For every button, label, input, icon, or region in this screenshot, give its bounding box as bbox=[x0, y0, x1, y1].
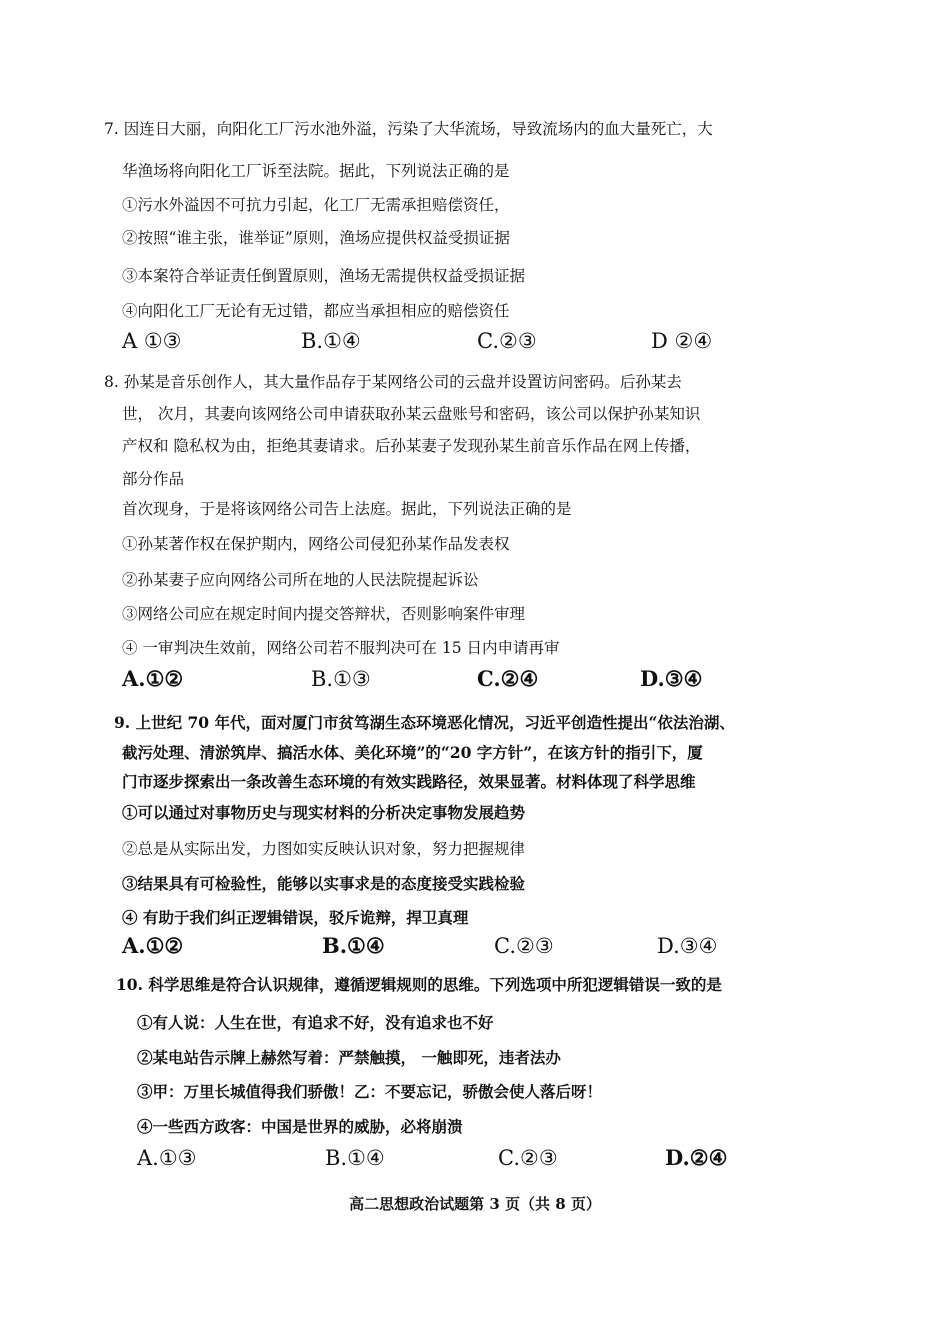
q7-option-a: A ①③ bbox=[122, 329, 182, 353]
q7-stem-line-2: 华渔场将向阳化工厂诉至法院。据此，下列说法正确的是 bbox=[122, 162, 510, 180]
q7-item-4: ④向阳化工厂无论有无过错，都应当承担相应的赔偿资任 bbox=[122, 302, 510, 320]
q10-stem-line-1: 10. 科学思维是符合认识规律，遵循逻辑规则的思维。下列选项中所犯逻辑错误一致的是 bbox=[116, 975, 722, 994]
q8-stem-line-1: 8. 孙某是音乐创作人，其大量作品存于某网络公司的云盘并设置访问密码。后孙某去 bbox=[104, 373, 682, 391]
q9-option-c: C.②③ bbox=[494, 934, 554, 958]
q8-stem-line-2: 世， 次月，其妻向该网络公司申请获取孙某云盘账号和密码，该公司以保护孙某知识 bbox=[122, 405, 701, 423]
q8-item-4: ④ 一审判决生效前，网络公司若不服判决可在 15 日内申请再审 bbox=[122, 639, 560, 657]
q9-item-2: ②总是从实际出发，力图如实反映认识对象，努力把握规律 bbox=[122, 840, 526, 858]
q8-option-b: B.①③ bbox=[311, 667, 371, 691]
q7-item-2: ②按照“谁主张，谁举证”原则，渔场应提供权益受损证据 bbox=[122, 229, 510, 247]
q10-item-4: ④一些西方政客：中国是世界的威胁，必将崩溃 bbox=[137, 1117, 463, 1136]
q8-stem-line-3: 产权和 隐私权为由，拒绝其妻请求。后孙某妻子发现孙某生前音乐作品在网上传播， bbox=[122, 437, 701, 455]
q8-options bbox=[0, 664, 950, 696]
q8-item-3: ③网络公司应在规定时间内提交答辩状，否则影响案件审理 bbox=[122, 605, 526, 623]
q9-item-3: ③结果具有可检验性，能够以实事求是的态度接受实践检验 bbox=[122, 874, 526, 893]
q10-option-c: C.②③ bbox=[498, 1146, 558, 1170]
q9-option-a: A.①② bbox=[122, 933, 184, 958]
q7-option-d: D ②④ bbox=[651, 329, 713, 353]
q9-item-4: ④ 有助于我们纠正逻辑错误，驳斥诡辩，捍卫真理 bbox=[122, 908, 469, 927]
q10-item-2: ②某电站告示牌上赫然写着：严禁触摸， 一触即死，违者法办 bbox=[137, 1048, 561, 1067]
q10-options bbox=[0, 1143, 950, 1175]
q10-option-b: B.①④ bbox=[325, 1146, 385, 1170]
q7-item-1: ①污水外溢因不可抗力引起，化工厂无需承担赔偿资任， bbox=[122, 196, 510, 214]
q10-item-1: ①有人说：人生在世，有追求不好，没有追求也不好 bbox=[137, 1013, 494, 1032]
q9-options bbox=[0, 931, 950, 963]
q8-item-2: ②孙某妻子应向网络公司所在地的人民法院提起诉讼 bbox=[122, 571, 479, 589]
q10-option-d: D.②④ bbox=[665, 1145, 728, 1170]
q9-option-b: B.①④ bbox=[322, 933, 385, 958]
q9-stem-line-3: 门市逐步探索出一条改善生态环境的有效实践路径，效果显著。材料体现了科学思维 bbox=[122, 772, 696, 791]
q7-stem-line-1: 7. 因连日大丽，向阳化工厂污水池外溢，污染了大华流场，导致流场内的血大量死亡，大 bbox=[104, 120, 713, 138]
q7-item-3: ③本案符合举证责任倒置原则，渔场无需提供权益受损证据 bbox=[122, 267, 526, 285]
q8-stem-line-4: 部分作品 bbox=[122, 470, 185, 488]
q9-item-1: ①可以通过对事物历史与现实材料的分析决定事物发展趋势 bbox=[122, 803, 526, 822]
q7-option-b: B.①④ bbox=[301, 329, 361, 353]
q10-item-3: ③甲：万里长城值得我们骄傲！乙：不要忘记，骄傲会使人落后呀！ bbox=[137, 1082, 603, 1101]
q9-option-d: D.③④ bbox=[657, 934, 718, 958]
q10-option-a: A.①③ bbox=[137, 1146, 197, 1170]
q8-stem-line-5: 首次现身，于是将该网络公司告上法庭。据此，下列说法正确的是 bbox=[122, 500, 572, 518]
q7-options bbox=[0, 326, 950, 358]
q8-item-1: ①孙某著作权在保护期内，网络公司侵犯孙某作品发表权 bbox=[122, 535, 510, 553]
q9-stem-line-1: 9. 上世纪 70 年代，面对厦门市贫笃湖生态环境恶化情况，习近平创造性提出“依法治湖、 bbox=[114, 713, 735, 732]
q8-option-a: A.①② bbox=[122, 666, 184, 691]
q8-option-c: C.②④ bbox=[477, 666, 539, 691]
q8-option-d: D.③④ bbox=[640, 666, 703, 691]
page-footer: 高二思想政治试题第 3 页（共 8 页） bbox=[349, 1195, 601, 1213]
q7-option-c: C.②③ bbox=[477, 329, 537, 353]
q9-stem-line-2: 截污处理、清淤筑岸、搞活水体、美化环境”的“20 字方针”，在该方针的指引下，厦 bbox=[122, 743, 703, 762]
